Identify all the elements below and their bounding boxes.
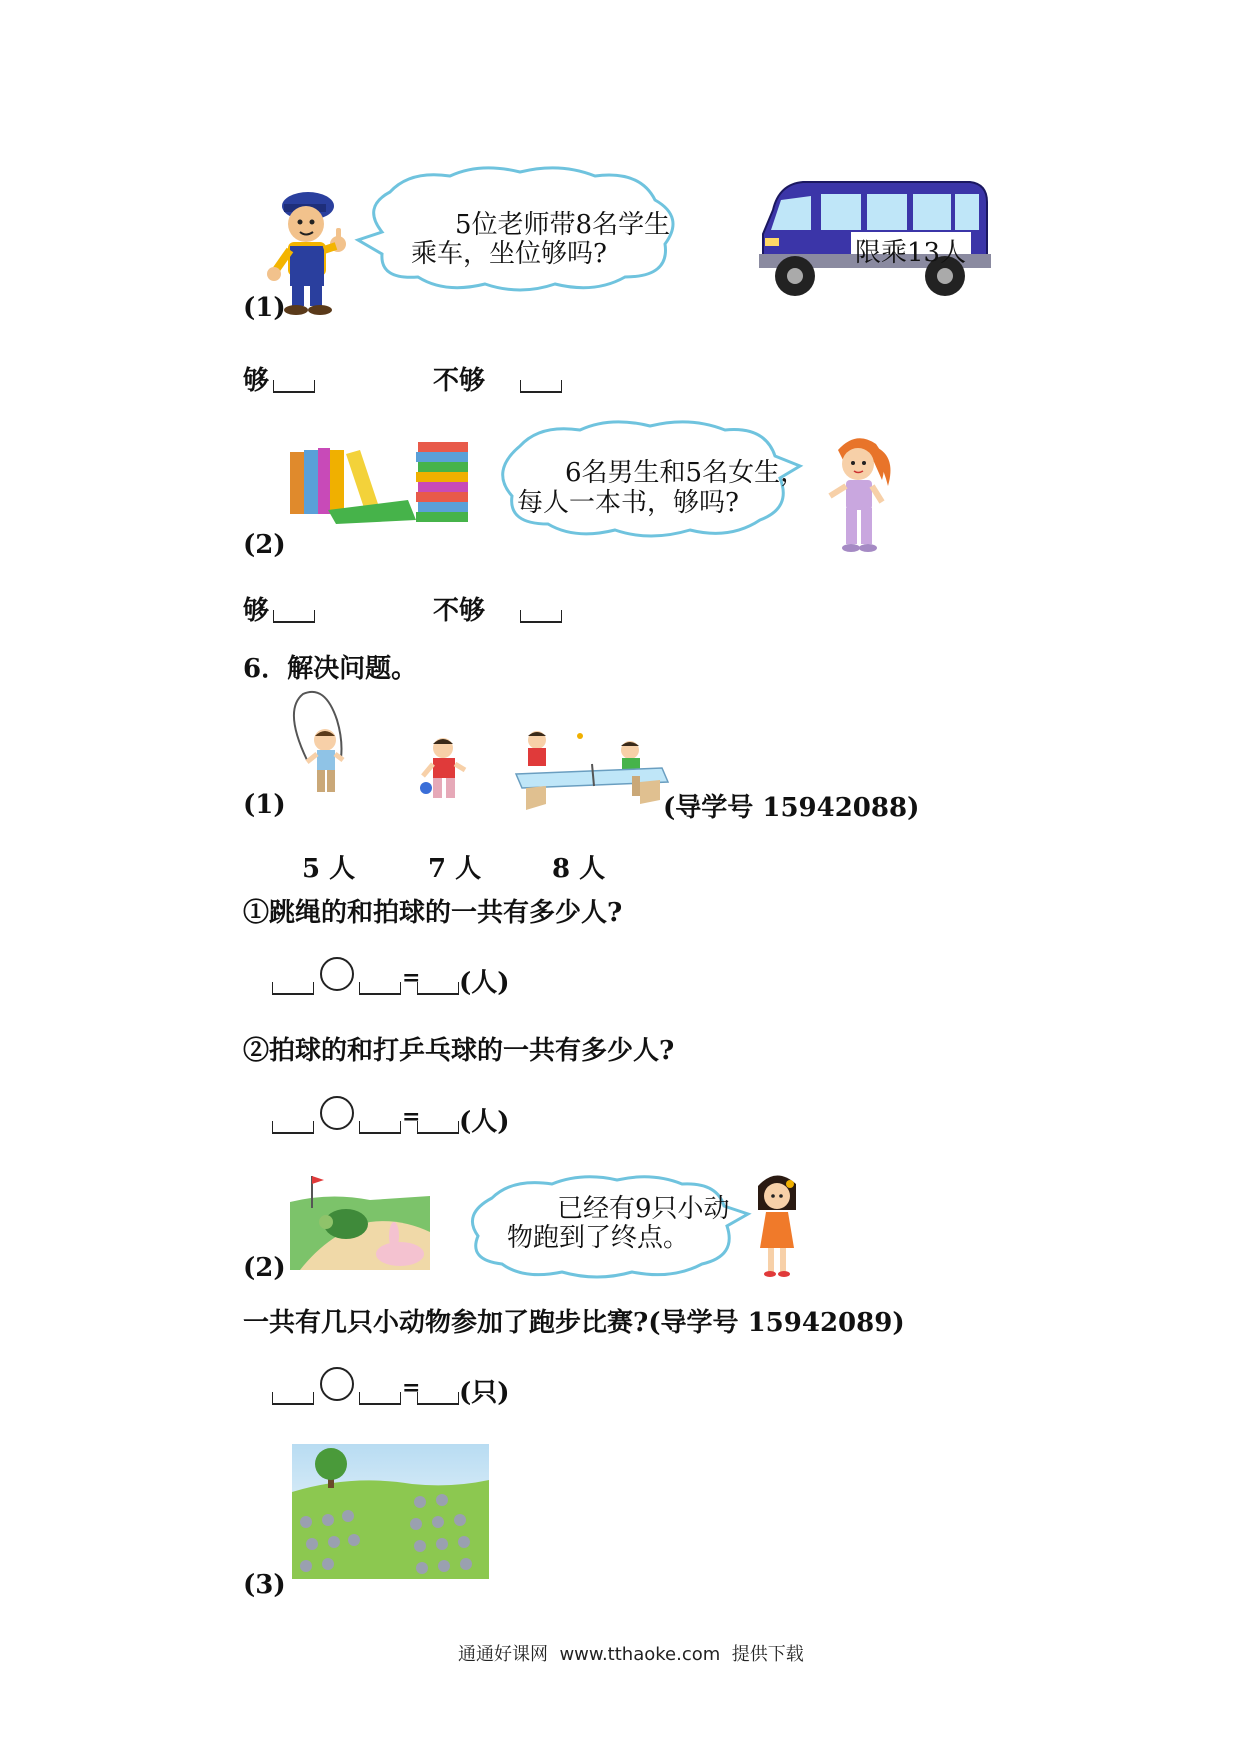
- speech-text-line1: 已经有9只小动: [557, 1194, 730, 1224]
- result-blank[interactable]: [417, 982, 459, 995]
- count-jump-rope: 5 人: [302, 854, 356, 884]
- question-number: (1): [243, 293, 286, 323]
- speech-text-line2: 每人一本书，够吗?: [517, 488, 739, 518]
- bus-capacity-sign: 限乘13人: [855, 238, 967, 268]
- operator-circle[interactable]: [320, 957, 354, 991]
- operator-circle[interactable]: [320, 1367, 354, 1401]
- not-enough-answer-box[interactable]: [520, 380, 562, 393]
- enough-label: 够: [243, 596, 270, 626]
- not-enough-label: 不够: [433, 596, 486, 626]
- operand-blank[interactable]: [359, 1121, 401, 1134]
- sub-question: ②拍球的和打乒乓球的一共有多少人?: [243, 1036, 675, 1066]
- operator-circle[interactable]: [320, 1096, 354, 1130]
- question-number: (3): [243, 1570, 286, 1600]
- operand-blank[interactable]: [272, 1392, 314, 1405]
- operand-blank[interactable]: [359, 1392, 401, 1405]
- speech-text-line2: 乘车，坐位够吗?: [411, 239, 607, 269]
- not-enough-answer-box[interactable]: [520, 610, 562, 623]
- speech-text-line1: 5位老师带8名学生: [455, 210, 671, 240]
- unit-label: (只): [459, 1378, 510, 1408]
- enough-answer-box[interactable]: [273, 610, 315, 623]
- sub-question: ①跳绳的和拍球的一共有多少人?: [243, 898, 623, 928]
- operand-blank[interactable]: [272, 982, 314, 995]
- enough-label: 够: [243, 366, 270, 396]
- bouncing-ball-child-illustration: [417, 736, 477, 808]
- reference-number: (导学号 15942088): [663, 793, 920, 823]
- question-number: (2): [243, 1253, 286, 1283]
- result-blank[interactable]: [417, 1392, 459, 1405]
- equals-sign: =: [402, 1104, 421, 1130]
- equals-sign: =: [402, 965, 421, 991]
- rabbits-meadow-illustration: [292, 1444, 489, 1579]
- result-blank[interactable]: [417, 1121, 459, 1134]
- equals-sign: =: [402, 1375, 421, 1401]
- count-bounce-ball: 7 人: [428, 854, 482, 884]
- section-heading: 6．解决问题。: [243, 654, 418, 684]
- footer-credit: 通通好课网 www.tthaoke.com 提供下载: [458, 1644, 804, 1665]
- unit-label: (人): [459, 1107, 510, 1137]
- question-number: (2): [243, 530, 286, 560]
- not-enough-label: 不够: [433, 366, 486, 396]
- jump-rope-child-illustration: [285, 690, 365, 802]
- question-number: (1): [243, 790, 286, 820]
- girl-illustration: [818, 430, 896, 555]
- books-illustration: [288, 440, 483, 525]
- girl-illustration: [750, 1170, 804, 1282]
- operand-blank[interactable]: [272, 1121, 314, 1134]
- speech-text-line2: 物跑到了终点。: [507, 1223, 690, 1253]
- speech-text-line1: 6名男生和5名女生，: [565, 458, 807, 488]
- question-text: 一共有几只小动物参加了跑步比赛?(导学号 15942089): [243, 1308, 905, 1338]
- unit-label: (人): [459, 968, 510, 998]
- ping-pong-players-illustration: [512, 730, 672, 812]
- enough-answer-box[interactable]: [273, 380, 315, 393]
- operand-blank[interactable]: [359, 982, 401, 995]
- turtle-race-illustration: [290, 1172, 430, 1270]
- count-ping-pong: 8 人: [552, 854, 606, 884]
